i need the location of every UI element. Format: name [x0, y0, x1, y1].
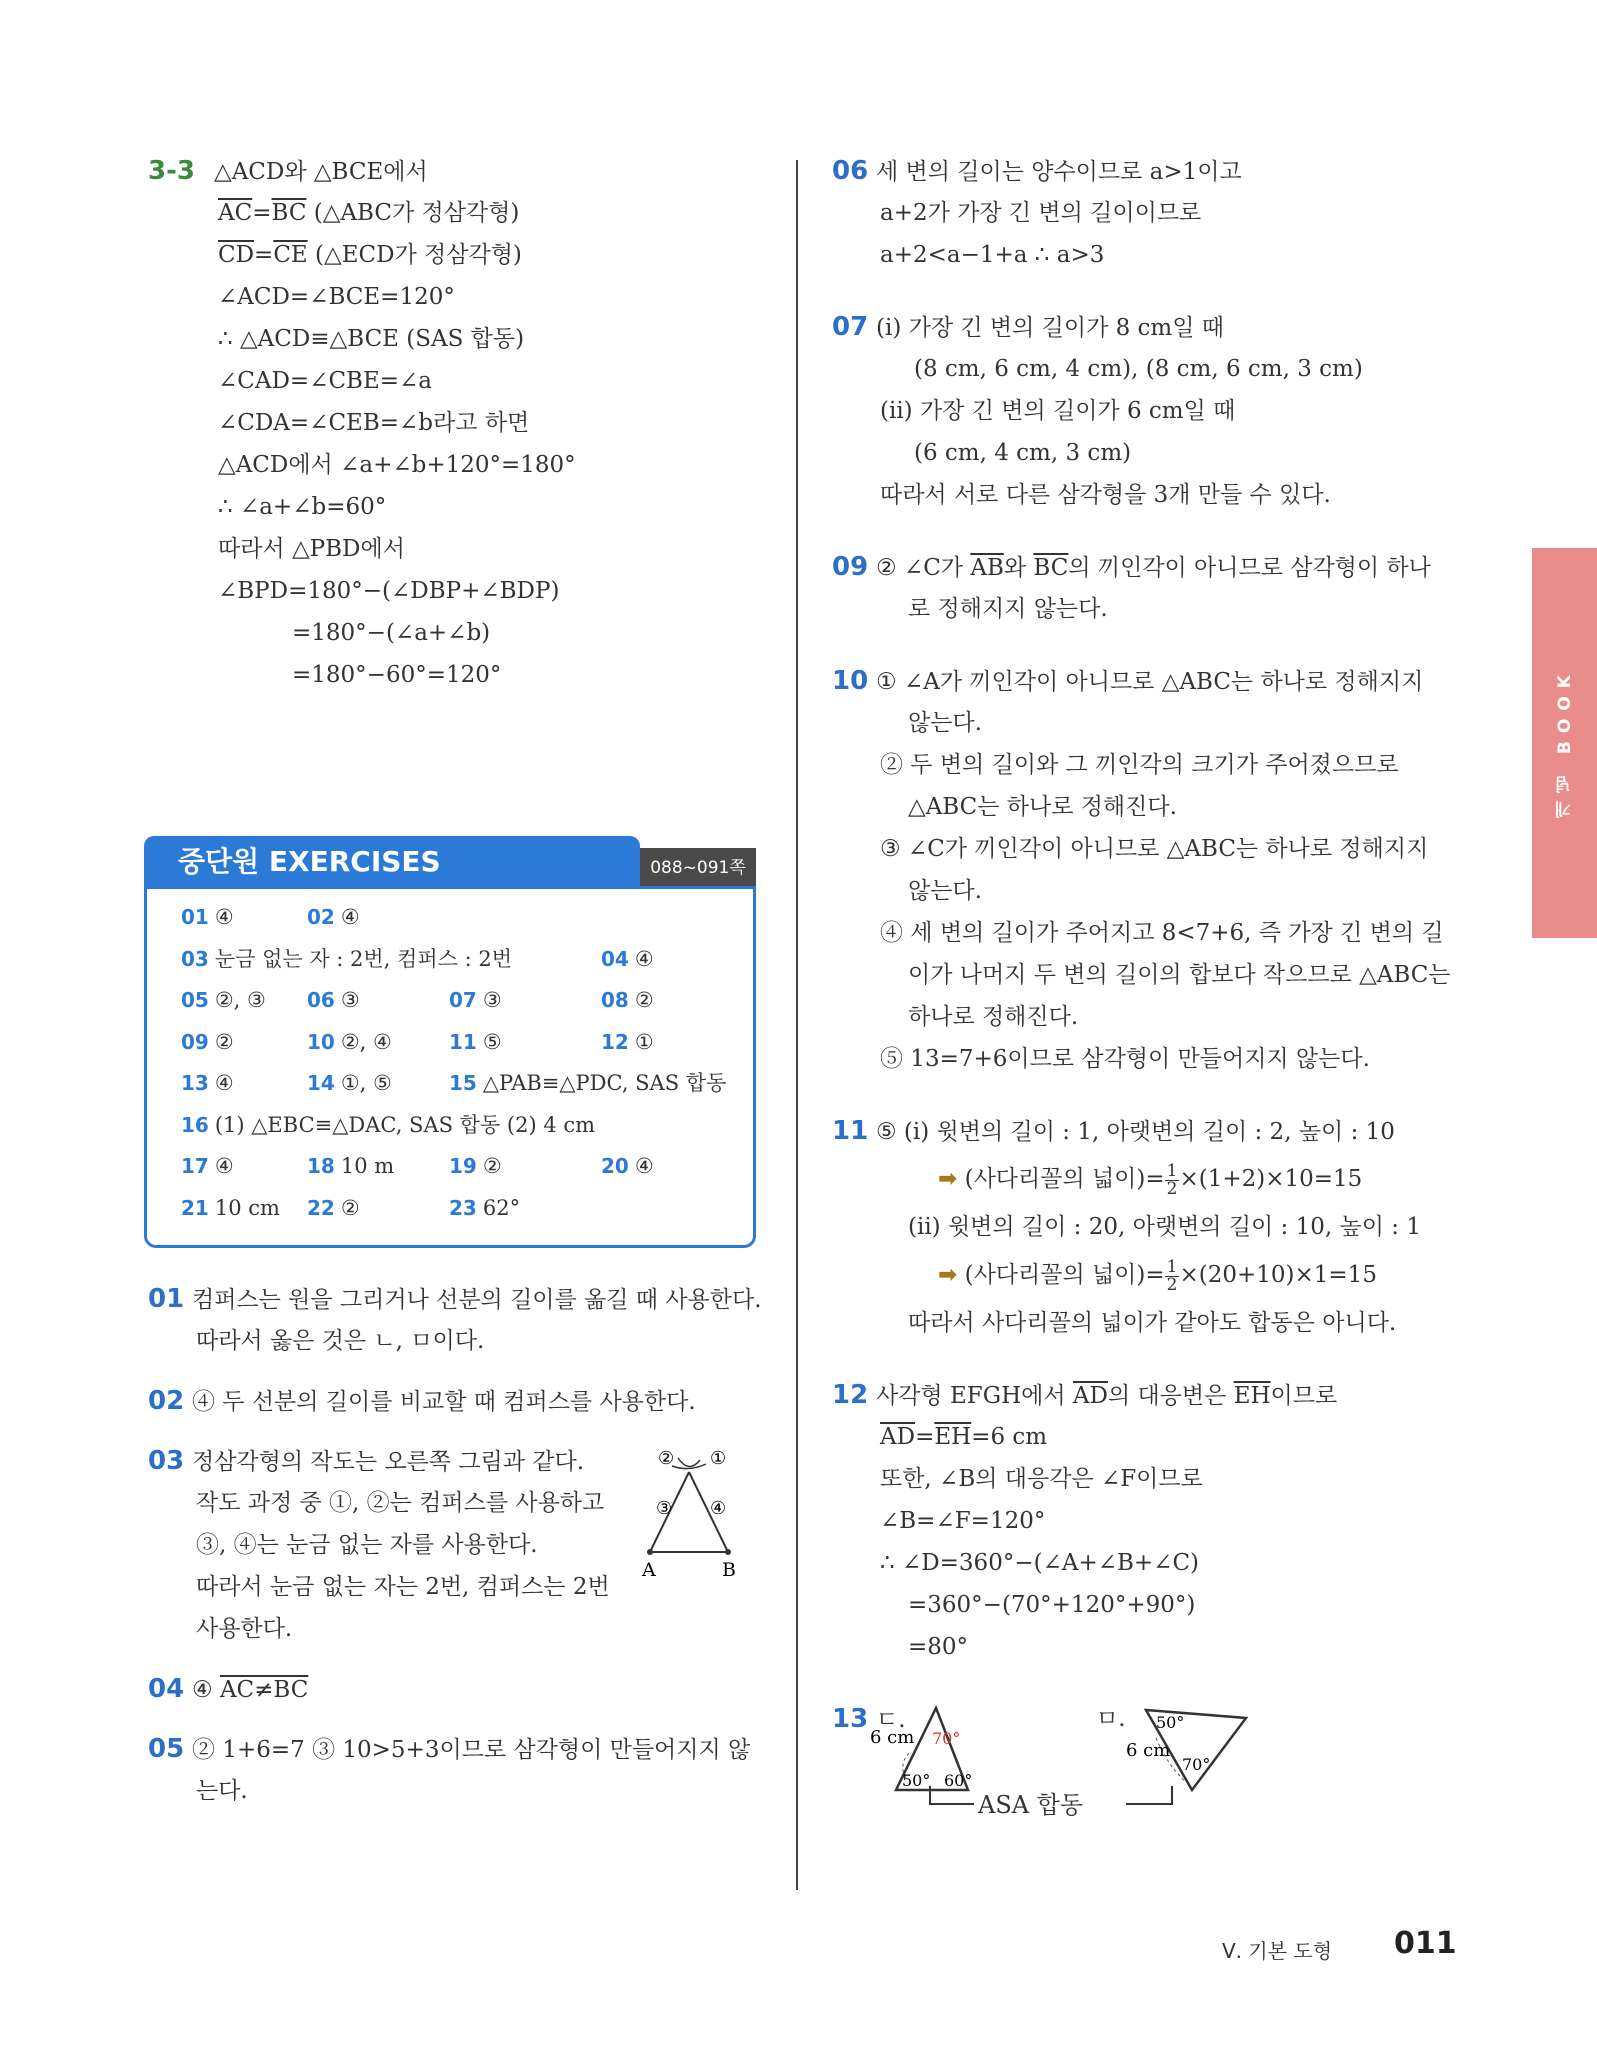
line: ③, ④는 눈금 없는 자를 사용한다. — [196, 1532, 538, 1558]
line: 또한, ∠B의 대응각은 ∠F이므로 — [880, 1466, 1203, 1492]
answer-number: 01 — [148, 1284, 185, 1314]
line: 이가 나머지 두 변의 길이의 합보다 작으므로 △ABC는 — [908, 962, 1451, 988]
line: a+2<a−1+a ∴ a>3 — [880, 242, 1105, 268]
footer-section: Ⅴ. 기본 도형 — [1222, 1939, 1333, 1963]
line: 사용한다. — [196, 1616, 293, 1642]
angle-label: 70° — [1182, 1755, 1211, 1774]
line: 따라서 옳은 것은 ㄴ, ㅁ이다. — [196, 1328, 485, 1354]
line: ⑤ 13=7+6이므로 삼각형이 만들어지지 않는다. — [880, 1046, 1370, 1072]
answer-number: 11 — [832, 1116, 869, 1146]
line: ∠BPD=180°−(∠DBP+∠BDP) — [218, 578, 560, 604]
exercises-box — [144, 836, 756, 1248]
answer-number: 12 — [832, 1380, 869, 1410]
vertex-label-a: A — [642, 1559, 656, 1581]
line: ③ ∠C가 끼인각이 아니므로 △ABC는 하나로 정해지지 — [880, 836, 1429, 862]
answer-number: 03 — [148, 1446, 185, 1476]
line: 따라서 사다리꼴의 넓이가 같아도 합동은 아니다. — [908, 1310, 1397, 1336]
answer-02: 02 ④ 두 선분의 길이를 비교할 때 컴퍼스를 사용한다. — [152, 1380, 772, 1422]
line: 는다. — [196, 1778, 248, 1804]
line: ∠ACD=∠BCE=120° — [218, 284, 455, 310]
answer-3-3 — [148, 150, 772, 696]
line: ④ 세 변의 길이가 주어지고 8<7+6, 즉 가장 긴 변의 길 — [880, 920, 1444, 946]
step-label-2: ② — [658, 1448, 675, 1469]
answer-number: 13 — [832, 1704, 869, 1734]
answer-number: 10 — [832, 666, 869, 696]
answer-number: 3-3 — [148, 156, 195, 186]
answer-13 — [832, 1698, 1456, 1828]
side-tab — [1532, 548, 1597, 938]
equilateral-construction-figure — [630, 1442, 770, 1592]
exercise-row: 03 눈금 없는 자 : 2번, 컴퍼스 : 2번 04 ④ — [181, 946, 654, 971]
line: (ⅱ) 가장 긴 변의 길이가 6 cm일 때 — [880, 398, 1236, 424]
line: 따라서 눈금 없는 자는 2번, 컴퍼스는 2번 — [196, 1574, 610, 1600]
line: $\overline{AD}=\overline{EH}=6$ cm — [880, 1424, 1048, 1450]
angle-label: 50° — [902, 1771, 931, 1790]
exercise-row: 01 ④ 02 ④ — [181, 905, 360, 929]
answer-number: 06 — [832, 156, 869, 186]
answer-11: 11 ⑤ (ⅰ) 윗변의 길이 : 1, 아랫변의 길이 : 2, 높이 : 10 ➡ (사다리꼴의 넓이)= $\frac{1}{2}$ ×(1+2)×10=15 (ⅱ) 윗변의 길이 : 20, 아랫변의 길이 : 10, 높이 : 1 ➡ (사다리꼴의 넓이)= $\frac{1}{2}$ ×(20+10)×1=15 따라서 사다리꼴의 넓이가 같아도 합동은 아니다. — [836, 1110, 1456, 1344]
answer-04: 04 ④ AC≠BC — [152, 1668, 772, 1710]
arrow-icon: ➡ — [938, 1262, 958, 1288]
answer-10: 10 ① ∠A가 끼인각이 아니므로 △ABC는 하나로 정해지지 않는다. ② 두 변의 길이와 그 끼인각의 크기가 주어졌으므로 △ABC는 하나로 정해진다. ③ ∠C가 끼인각이 아니므로 △ABC는 하나로 정해지지 않는다. ④ 세 변의 길이가 주어지고 8<7+6, 즉 가장 긴 변의 길 이가 나머지 두 변의 길이의 합보다 작으므로 △ABC는 하나로 정해진다. ⑤ 13=7+6이므로 삼각형이 만들어지지 않는다. — [836, 660, 1456, 1080]
exercise-row: 21 10 cm 22 ② 23 62° — [181, 1195, 521, 1220]
line: ∴ △ACD≡△BCE (SAS 합동) — [218, 326, 525, 352]
side-label: 6 cm — [1126, 1740, 1171, 1761]
angle-label: 50° — [1156, 1713, 1185, 1732]
line: $\overline{AC}=\overline{BC}$ (△ABC가 정삼각형) — [218, 200, 520, 226]
line: △ACD에서 ∠a+∠b+120°=180° — [218, 452, 576, 478]
line: 따라서 서로 다른 삼각형을 3개 만들 수 있다. — [880, 482, 1331, 508]
line: ② 두 변의 길이와 그 끼인각의 크기가 주어졌으므로 — [880, 752, 1399, 778]
line: ∠CAD=∠CBE=∠a — [218, 368, 433, 394]
line: △ABC는 하나로 정해진다. — [908, 794, 1177, 820]
line: △ACD와 △BCE에서 — [214, 159, 428, 185]
answer-number: 04 — [148, 1674, 185, 1704]
answer-number: 07 — [832, 312, 869, 342]
exercise-row: 09 ② 10 ②, ④ 11 ⑤ 12 ① — [181, 1029, 654, 1054]
line: =180°−(∠a+∠b) — [292, 620, 491, 646]
angle-label: 60° — [944, 1771, 973, 1790]
exercise-row: 16 (1) △EBC≡△DAC, SAS 합동 (2) 4 cm — [181, 1112, 596, 1137]
line: ∠B=∠F=120° — [880, 1508, 1046, 1534]
answer-number: 02 — [148, 1386, 185, 1416]
fraction: $\frac{1}{2}$ — [1166, 1256, 1178, 1295]
exercise-row: 05 ②, ③ 06 ③ 07 ③ 08 ② — [181, 988, 654, 1012]
line: ∴ ∠a+∠b=60° — [218, 494, 387, 520]
answer-03: 03 정삼각형의 작도는 오른쪽 그림과 같다. 작도 과정 중 ①, ②는 컴퍼스를 사용하고 ③, ④는 눈금 없는 자를 사용한다. 따라서 눈금 없는 자는 2번, 컴퍼스는 2번 사용한다. A B ② ① ③ ④ — [152, 1440, 772, 1650]
formula-line: ➡ (사다리꼴의 넓이)= $\frac{1}{2}$ ×(20+10)×1=15 — [938, 1256, 1377, 1295]
line: 작도 과정 중 ①, ②는 컴퍼스를 사용하고 — [196, 1490, 605, 1516]
option-label: ㄷ. — [876, 1707, 906, 1733]
column-divider — [796, 160, 798, 1890]
exercise-row: 13 ④ 14 ①, ⑤ 15 △PAB≡△PDC, SAS 합동 — [181, 1071, 727, 1095]
step-label-1: ① — [710, 1448, 727, 1469]
angle-label: 70° — [932, 1729, 961, 1748]
arrow-icon: ➡ — [938, 1166, 958, 1192]
side-tab-label: 개념 BOOK — [1555, 667, 1575, 819]
answer-12: 12 사각형 EFGH에서 $\overline{AD}$의 대응변은 $\overline{EH}$이므로 $\overline{AD}=\overline{EH}=6$ cm 또한, ∠B의 대응각은 ∠F이므로 ∠B=∠F=120° ∴ ∠D=360°−(∠A+∠B+∠C) =360°−(70°+120°+90°) =80° — [836, 1374, 1456, 1668]
line: ∠CDA=∠CEB=∠b라고 하면 — [218, 410, 530, 436]
vertex-label-b: B — [722, 1559, 736, 1581]
answer-05: 05 ② 1+6=7 ③ 10>5+3이므로 삼각형이 만들어지지 않 는다. — [152, 1728, 772, 1812]
exercises-answers — [144, 886, 756, 1248]
line: 로 정해지지 않는다. — [908, 596, 1108, 622]
answer-09: 09 ② ∠C가 $\overline{AB}$와 $\overline{BC}$의 끼인각이 아니므로 삼각형이 하나 로 정해지지 않는다. — [836, 546, 1456, 630]
line: a+2가 가장 긴 변의 길이이므로 — [880, 200, 1202, 226]
exercises-page-range: 088~091쪽 — [640, 848, 756, 888]
right-column — [832, 150, 1456, 1828]
answer-06: 06 세 변의 길이는 양수이므로 a>1이고 a+2가 가장 긴 변의 길이이므로 a+2<a−1+a ∴ a>3 — [836, 150, 1456, 276]
answer-01: 01 컴퍼스는 원을 그리거나 선분의 길이를 옮길 때 사용한다. 따라서 옳은 것은 ㄴ, ㅁ이다. — [152, 1278, 772, 1362]
answer-number: 09 — [832, 552, 869, 582]
left-column — [148, 150, 772, 1812]
answer-number: 05 — [148, 1734, 185, 1764]
option-label: ㅁ. — [1096, 1706, 1126, 1732]
side-label: 6 cm — [870, 1727, 915, 1748]
page-number: 011 — [1394, 1926, 1457, 1961]
answer-07: 07 (ⅰ) 가장 긴 변의 길이가 8 cm일 때 (8 cm, 6 cm, 4 cm), (8 cm, 6 cm, 3 cm) (ⅱ) 가장 긴 변의 길이가 6 cm일 때 (6 cm, 4 cm, 3 cm) 따라서 서로 다른 삼각형을 3개 만들 수 있다. — [836, 306, 1456, 516]
line: =80° — [908, 1634, 969, 1660]
step-label-3: ③ — [656, 1498, 673, 1519]
line: (ⅱ) 윗변의 길이 : 20, 아랫변의 길이 : 10, 높이 : 1 — [908, 1214, 1421, 1240]
step-label-4: ④ — [710, 1498, 727, 1519]
line: $\overline{CD}=\overline{CE}$ (△ECD가 정삼각형) — [218, 242, 522, 268]
line: ∴ ∠D=360°−(∠A+∠B+∠C) — [880, 1550, 1200, 1576]
line: 따라서 △PBD에서 — [218, 536, 405, 562]
fraction: $\frac{1}{2}$ — [1166, 1160, 1178, 1199]
formula-line: ➡ (사다리꼴의 넓이)= $\frac{1}{2}$ ×(1+2)×10=15 — [938, 1160, 1363, 1199]
asa-caption: ASA 합동 — [978, 1791, 1084, 1819]
line: 않는다. — [908, 878, 982, 904]
line: 하나로 정해진다. — [908, 1004, 1079, 1030]
line: =360°−(70°+120°+90°) — [908, 1592, 1196, 1618]
exercises-title: 중단원 EXERCISES — [144, 836, 640, 888]
line: (8 cm, 6 cm, 4 cm), (8 cm, 6 cm, 3 cm) — [914, 356, 1363, 382]
line: 않는다. — [908, 710, 982, 736]
line: =180°−60°=120° — [292, 662, 502, 688]
exercise-row: 17 ④ 18 10 m 19 ② 20 ④ — [181, 1154, 654, 1178]
line: (6 cm, 4 cm, 3 cm) — [914, 440, 1132, 466]
